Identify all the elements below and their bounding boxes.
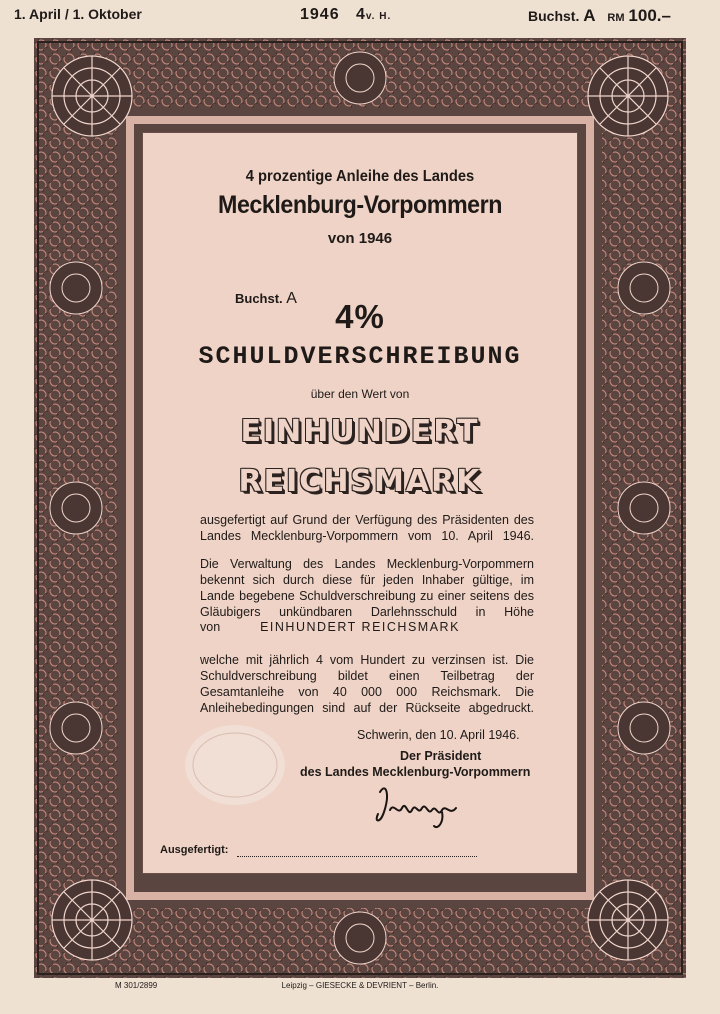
header-year-rate (300, 6, 391, 24)
header-year: 1946 (300, 6, 340, 23)
printer-imprint: Leipzig – GIESECKE & DEVRIENT – Berlin. (281, 981, 439, 990)
corner-rosette-bottom-right (588, 880, 668, 960)
form-number: M 301/2899 (115, 981, 158, 990)
certificate-content (142, 132, 578, 874)
header-letter-amount (528, 6, 671, 26)
value-intro: über den Wert von (310, 387, 410, 401)
corner-rosette-top-left (52, 56, 132, 136)
paragraph-authority: ausgefertigt auf Grund der Verfügung des Präsidenten des Landes Mecklenburg-Vorpommern vom 10. April 1946. (200, 513, 534, 543)
interest-percent: 4% (335, 298, 385, 335)
value-line-2: REICHSMARK (238, 464, 482, 499)
corner-rosette-bottom-left (52, 880, 132, 960)
signatory-org: des Landes Mecklenburg-Vorpommern (300, 765, 531, 779)
amount-von: von (200, 620, 221, 634)
series-letter-value: A (286, 290, 297, 307)
state-name: Mecklenburg-Vorpommern (218, 191, 502, 219)
embossed-seal (180, 720, 290, 810)
header-amount: 100.– (628, 6, 671, 25)
issued-line (237, 856, 477, 857)
header-rate: 4 (355, 6, 366, 23)
signature (372, 782, 467, 832)
value-line-1: EINHUNDERT (240, 414, 480, 449)
loan-title: 4 prozentige Anleihe des Landes (245, 168, 475, 185)
header-rate-suffix: v. H. (365, 11, 392, 22)
place-date: Schwerin, den 10. April 1946. (357, 728, 520, 742)
loan-year: von 1946 (327, 230, 393, 247)
corner-rosette-top-right (588, 56, 668, 136)
issued-label: Ausgefertigt: (160, 844, 229, 856)
signatory-title: Der Präsident (400, 749, 482, 763)
header-letter: A (583, 6, 596, 25)
header-letter-label: Buchst. (528, 8, 580, 24)
header-currency: RM (607, 12, 625, 24)
paragraph-obligation: Die Verwaltung des Landes Mecklenburg-Vorpommern bekennt sich durch diese für jeden Inhaber gültige, im Lande begebene Schuldverschreibung zu einer seitens des Gläubigers unkündbaren Darlehnsschuld in Höhe (200, 557, 534, 619)
amount-text: EINHUNDERT REICHSMARK (260, 620, 460, 634)
document-type: SCHULDVERSCHREIBUNG (198, 342, 522, 371)
series-letter-label: Buchst. (235, 291, 283, 306)
coupon-dates: 1. April / 1. Oktober (14, 6, 142, 22)
paragraph-interest: welche mit jährlich 4 vom Hundert zu verzinsen ist. Die Schuldverschreibung bildet einen Teilbetrag der Gesamtanleihe von 40 000 000 Reichsmark. Die Anleihebedingungen sind auf der Rückseite abgedruckt. (200, 653, 534, 715)
